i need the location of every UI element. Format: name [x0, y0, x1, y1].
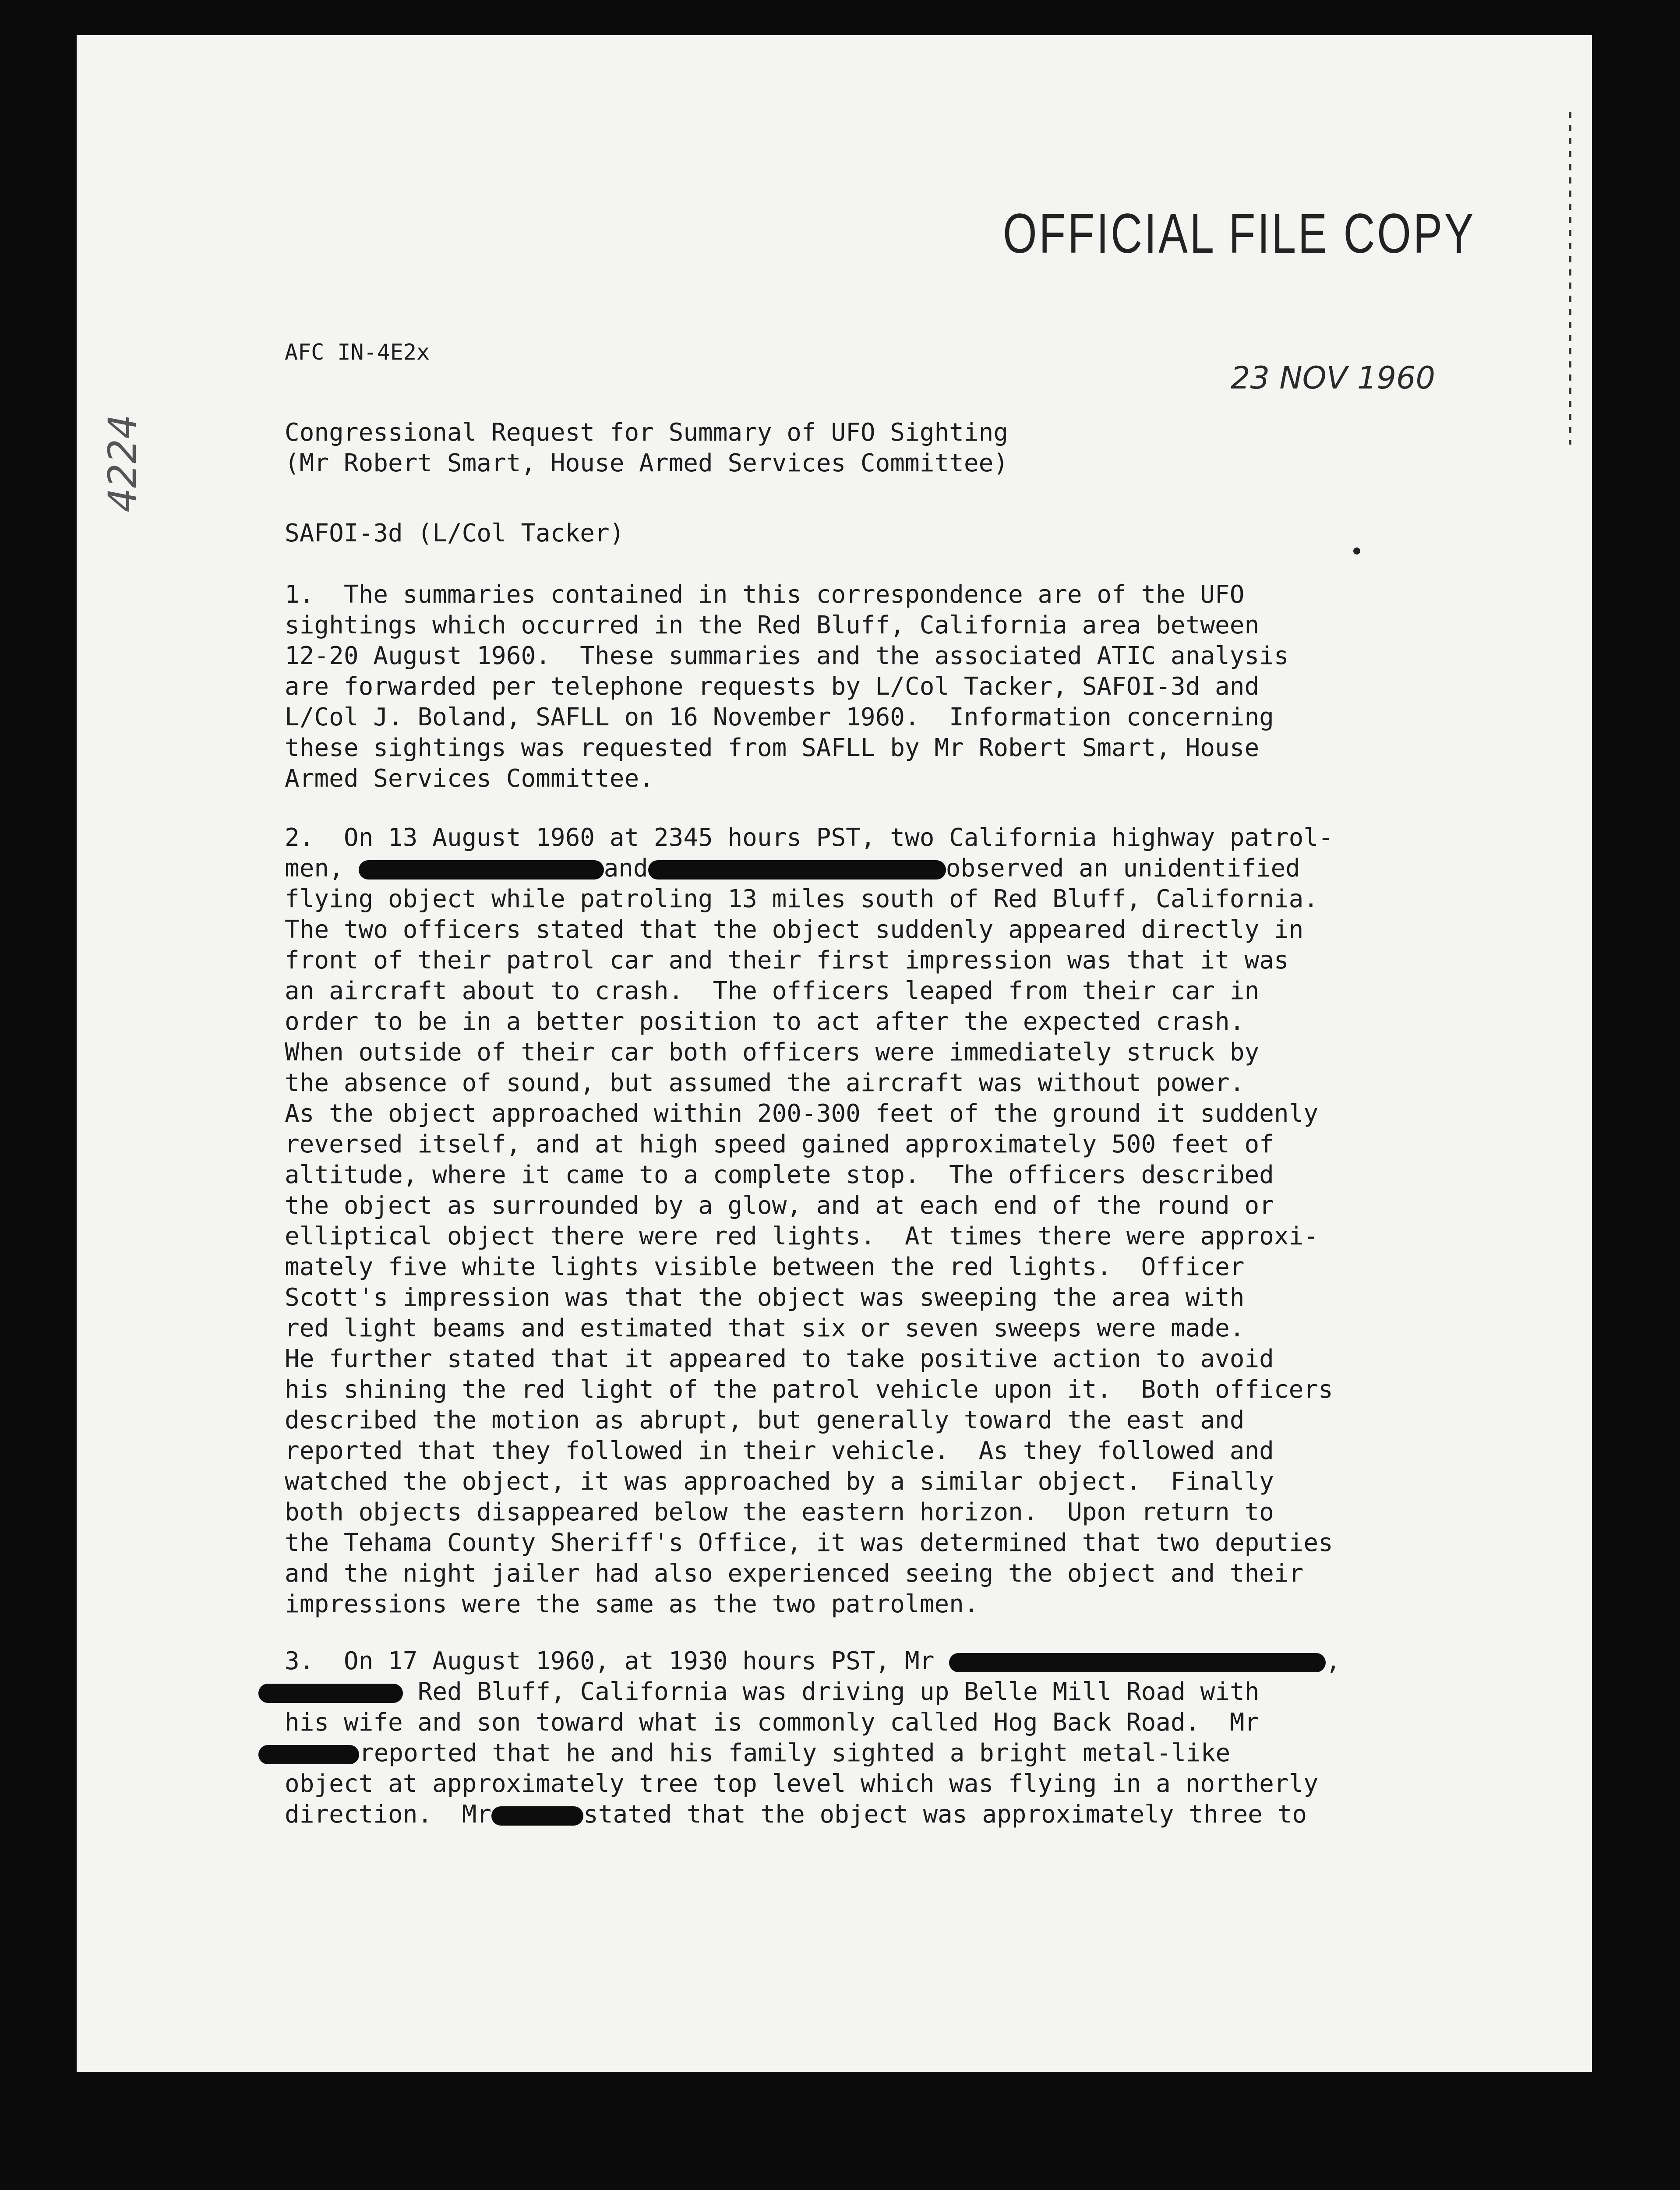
addressee: SAFOI-3d (L/Col Tacker): [285, 519, 625, 548]
para3-text: direction. Mr: [285, 1800, 492, 1829]
para2-line: his shining the red light of the patrol vehicle upon it. Both officers: [285, 1375, 1333, 1404]
para2-line: order to be in a better position to act after the expected crash.: [285, 1007, 1245, 1036]
redaction-bar: [258, 1745, 359, 1764]
para2-line: both objects disappeared below the eastern horizon. Upon return to: [285, 1498, 1274, 1526]
para3-line-redacted: [258, 1678, 1259, 1706]
para3-text: Red Bluff, California was driving up Belle Mill Road with: [403, 1678, 1260, 1706]
para2-line: impressions were the same as the two patrolmen.: [285, 1590, 979, 1618]
official-file-copy-stamp: OFFICIAL FILE COPY: [1003, 202, 1476, 265]
para1-line: these sightings was requested from SAFLL by Mr Robert Smart, House: [285, 734, 1260, 762]
para3-text: 3. On 17 August 1960, at 1930 hours PST, Mr: [285, 1647, 949, 1675]
para2-line: watched the object, it was approached by a similar object. Finally: [285, 1467, 1274, 1496]
para3-text: stated that the object was approximately three to: [583, 1800, 1307, 1829]
para2-line: an aircraft about to crash. The officers leaped from their car in: [285, 977, 1260, 1005]
para1-line: 12-20 August 1960. These summaries and the associated ATIC analysis: [285, 642, 1289, 670]
para2-line: Scott's impression was that the object was sweeping the area with: [285, 1283, 1245, 1312]
para2-line: the object as surrounded by a glow, and at each end of the round or: [285, 1191, 1274, 1220]
para2-text: men,: [285, 854, 359, 883]
para2-line: When outside of their car both officers were immediately struck by: [285, 1038, 1260, 1067]
para3-line: his wife and son toward what is commonly called Hog Back Road. Mr: [285, 1708, 1260, 1737]
para1-line: 1. The summaries contained in this correspondence are of the UFO: [285, 580, 1245, 609]
para2-line: front of their patrol car and their first impression was that it was: [285, 946, 1289, 975]
para2-line: altitude, where it came to a complete stop. The officers described: [285, 1161, 1274, 1189]
para2-line: described the motion as abrupt, but generally toward the east and: [285, 1406, 1245, 1434]
para1-line: are forwarded per telephone requests by L/Col Tacker, SAFOI-3d and: [285, 672, 1260, 701]
subject-line-2: (Mr Robert Smart, House Armed Services Committee): [285, 449, 1009, 477]
redaction-bar: [359, 860, 604, 880]
para2-line: the absence of sound, but assumed the aircraft was without power.: [285, 1069, 1245, 1097]
para2-line: The two officers stated that the object suddenly appeared directly in: [285, 915, 1304, 944]
subject-line-1: Congressional Request for Summary of UFO Sighting: [285, 418, 1009, 447]
para2-line: As the object approached within 200-300 feet of the ground it suddenly: [285, 1099, 1319, 1128]
para2-line: 2. On 13 August 1960 at 2345 hours PST, two California highway patrol-: [285, 823, 1333, 852]
para2-line: flying object while patroling 13 miles south of Red Bluff, California.: [285, 885, 1319, 913]
page-edge-mark: [1569, 112, 1571, 445]
para2-text: observed an unidentified: [946, 854, 1300, 883]
para3-text: ,: [1326, 1647, 1341, 1675]
office-symbol: AFC IN-4E2x: [285, 339, 430, 365]
date-stamp: 23 NOV 1960: [1231, 360, 1436, 396]
para1-line: L/Col J. Boland, SAFLL on 16 November 1960. Information concerning: [285, 703, 1274, 731]
para2-line: and the night jailer had also experienced seeing the object and their: [285, 1559, 1304, 1588]
para2-line: He further stated that it appeared to take positive action to avoid: [285, 1345, 1274, 1373]
para2-line: reversed itself, and at high speed gained approximately 500 feet of: [285, 1130, 1274, 1159]
para3-line-redacted: [285, 1800, 1307, 1829]
para3-text: reported that he and his family sighted a bright metal-like: [359, 1739, 1231, 1767]
para2-line: elliptical object there were red lights. At times there were approxi-: [285, 1222, 1319, 1250]
redaction-bar: [258, 1684, 403, 1703]
para2-line-redacted: [285, 854, 1300, 883]
redaction-bar: [491, 1806, 583, 1826]
para1-line: sightings which occurred in the Red Bluff, California area between: [285, 611, 1260, 639]
para2-line: reported that they followed in their vehicle. As they followed and: [285, 1437, 1274, 1465]
para3-line: object at approximately tree top level which was flying in a northerly: [285, 1770, 1319, 1798]
para3-line-redacted: [258, 1739, 1230, 1767]
ink-dot: [1353, 548, 1360, 555]
para2-text: and: [604, 854, 648, 883]
para3-line-redacted: [285, 1647, 1341, 1675]
redaction-bar: [949, 1653, 1326, 1672]
handwritten-margin-mark: 4224: [100, 414, 145, 512]
para1-line: Armed Services Committee.: [285, 764, 654, 793]
para2-line: mately five white lights visible between the red lights. Officer: [285, 1253, 1245, 1281]
redaction-bar: [648, 860, 946, 880]
para2-line: the Tehama County Sheriff's Office, it was determined that two deputies: [285, 1529, 1333, 1557]
para2-line: red light beams and estimated that six or seven sweeps were made.: [285, 1314, 1245, 1342]
